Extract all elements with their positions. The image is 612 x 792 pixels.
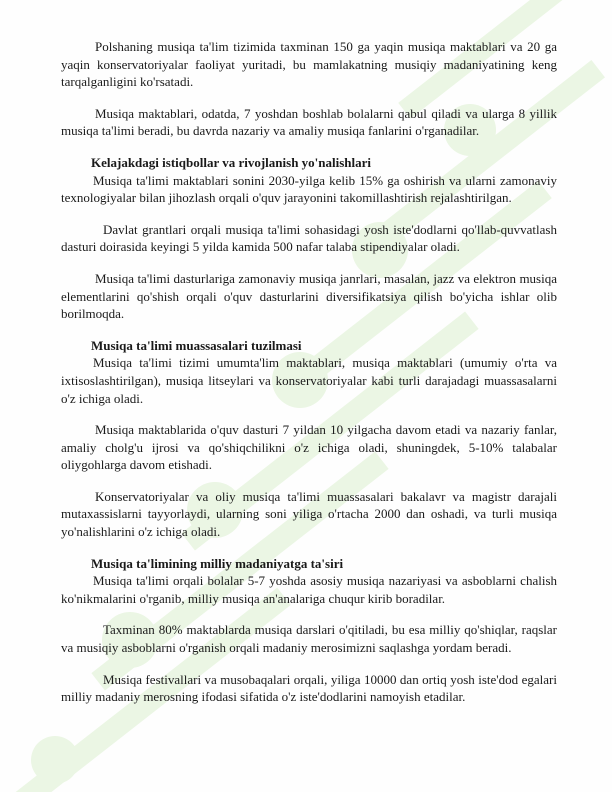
paragraph-state-grants: Davlat grantlari orqali musiqa ta'limi sohasidagi yosh iste'dodlarni qo'llab-quvvatlash dasturi doirasida keyingi 5 yilda kamida 500 nafar talaba stipendiyalar oladi. bbox=[61, 221, 557, 255]
paragraph-curriculum-duration: Musiqa maktablarida o'quv dasturi 7 yildan 10 yilgacha davom etadi va nazariy fanlar, amaliy cholg'u ijrosi va qo'shiqchilikni o'z ichiga oladi, shuningdek, 5-10% talabalar oliygohlarga davom etishadi. bbox=[61, 422, 557, 473]
section-heading-culture: Musiqa ta'limining milliy madaniyatga ta'siri bbox=[91, 555, 344, 571]
section-heading-future: Kelajakdagi istiqbollar va rivojlanish yo'nalishlari bbox=[91, 154, 372, 170]
paragraph-festivals: Musiqa festivallari va musobaqalari orqali, yiliga 10000 dan ortiq yosh iste'dod egalari milliy madaniy merosning ifodasi sifatida o'z iste'dodlarini namoyish etadilar. bbox=[61, 671, 557, 705]
section-heading-structure: Musiqa ta'limi muassasalari tuzilmasi bbox=[91, 337, 302, 353]
paragraph-2030-plan: Musiqa ta'limi maktablari sonini 2030-yilga kelib 15% ga oshirish va ularni zamonaviy texnologiyalar bilan jihozlash orqali o'quv jarayonini takomillashtirish rejalashtirilgan. bbox=[61, 172, 557, 206]
paragraph-children-theory: Musiqa ta'limi orqali bolalar 5-7 yoshda asosiy musiqa nazariyasi va asboblarni chalish ko'nikmalarini o'rganib, milliy musiqa an'analariga chuqur kirib boradilar. bbox=[61, 573, 557, 606]
paragraph-system-levels: Musiqa ta'limi tizimi umumta'lim maktablari, musiqa maktablari (umumiy o'rta va ixtisoslashtirilgan), musiqa litseylari va konservatoriyalar kabi turli darajadagi muassasalarni o'z ichiga oladi. bbox=[61, 355, 557, 406]
paragraph-modern-genres: Musiqa ta'limi dasturlariga zamonaviy musiqa janrlari, masalan, jazz va elektron musiqa elementlarini qo'shish orqali o'quv dasturlarini diversifikatsiya qilish bo'yicha ishlar olib borilmoqda. bbox=[61, 270, 557, 322]
paragraph-80-percent: Taxminan 80% maktablarda musiqa darslari o'qitiladi, bu esa milliy qo'shiqlar, raqslar va musiqiy asboblarni o'rganish orqali madaniy merosimizni saqlashga yordam beradi. bbox=[61, 622, 557, 656]
paragraph-music-schools-age: Musiqa maktablari, odatda, 7 yoshdan boshlab bolalarni qabul qiladi va ularga 8 yillik musiqa ta'limi beradi, bu davrda nazariy va amaliy musiqa fanlarini o'rganadilar. bbox=[61, 105, 557, 139]
document-page bbox=[61, 38, 557, 718]
paragraph-conservatories: Konservatoriyalar va oliy musiqa ta'limi muassasalari bakalavr va magistr darajali mutaxassislarni tayyorlaydi, ularning soni yiliga o'rtacha 2000 dan oshadi, va turli musiqa yo'nalishlarini o'z ichiga oladi. bbox=[61, 488, 557, 540]
paragraph-poland-schools: Polshaning musiqa ta'lim tizimida taxminan 150 ga yaqin musiqa maktablari va 20 ga yaqin konservatoriyalar faoliyat yuritadi, bu mamlakatning musiqiy madaniyatining keng tarqalganligini ko'rsatadi. bbox=[61, 39, 557, 90]
